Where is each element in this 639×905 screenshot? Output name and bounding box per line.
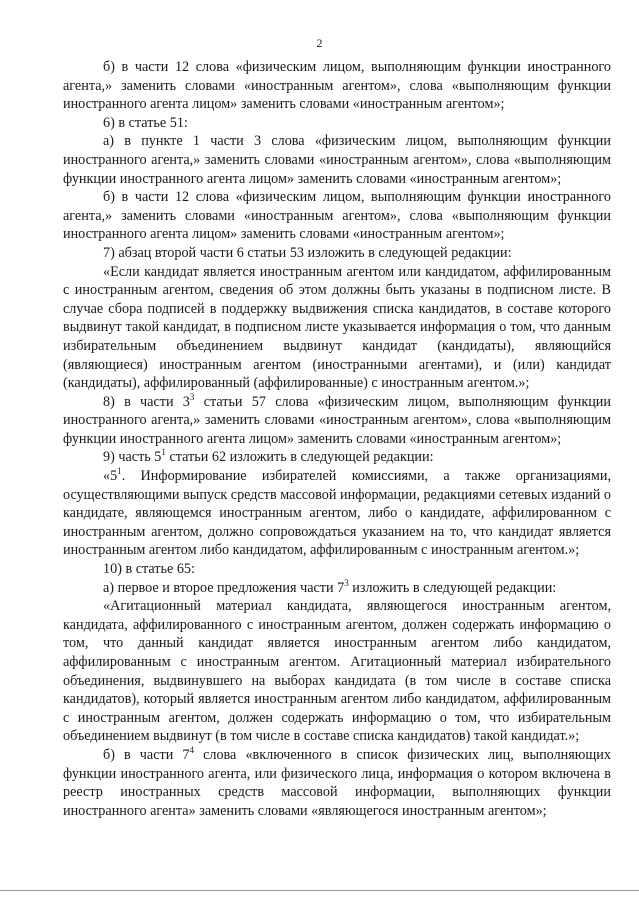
superscript: 3 xyxy=(344,577,349,588)
paragraph: «Агитационный материал кандидата, являющегося иностранным агентом, кандидата, аффилированного с иностранным агентом, должен содержать информацию о том, что данный кандидат является иностранным агентом либо кандидатом, аффилированным с иностранным агентом. Агитационный материал избирательного объединения, выдвинувшего на выборах кандидата (в том числе в составе списка кандидатов), который является иностранным агентом либо кандидатом, аффилированным с иностранным агентом, должен содержать информацию о том, что избирательным объединением выдвинут (в том числе в составе списка кандидатов) такой кандидат.»; xyxy=(63,598,611,745)
text-run: 8) в части 3 xyxy=(103,393,190,410)
paragraph: 10) в статье 65: xyxy=(103,561,195,578)
text-run: «5 xyxy=(103,468,118,485)
document-body xyxy=(63,58,611,820)
superscript: 3 xyxy=(189,391,195,402)
paragraph: б) в части 12 слова «физическим лицом, выполняющим функции иностранного агента,» заменить словами «иностранным агентом», слова «выполняющим функции иностранного агента лицом» заменить словами «иностранным агентом»; xyxy=(63,59,611,113)
paragraph: «Если кандидат является иностранным агентом или кандидатом, аффилированным с иностранным агентом, сведения об этом должны быть указаны в подписном листе. В случае сбора подписей в поддержку выдвижения списка кандидатов, в составе которого выдвинут такой кандидат, в подписном листе указывается информация о том, что данным избирательным объединением выдвинут кандидат (кандидаты), являющийся (являющиеся) иностранным агентом (иностранными агентами), и (или) кандидат (кандидаты), аффилированный (аффилированные) с иностранным агентом.»; xyxy=(63,263,611,392)
paragraph: б) в части 12 слова «физическим лицом, выполняющим функции иностранного агента,» заменить словами «иностранным агентом», слова «выполняющим функции иностранного агента лицом» заменить словами «иностранным агентом»; xyxy=(63,189,611,243)
paragraph xyxy=(63,579,611,598)
page-number: 2 xyxy=(316,36,323,50)
text-run: . Информирование избирателей комиссиями, а также организациями, осуществляющими выпуск средств массовой информации, редакциями сетевых изданий о кандидате, являющемся иностранным агентом, либо о кандидате, аффилированном с иностранным агентом, должно сопровождаться указанием на то, что кандидат является иностранным агентом либо кандидатом, аффилированным с иностранным агентом.»; xyxy=(63,468,611,559)
text-run: б) в части 7 xyxy=(103,746,190,763)
text-run: 9) часть 5 xyxy=(103,449,162,466)
text-run: статьи 62 изложить в следующей редакции: xyxy=(165,449,434,466)
paragraph xyxy=(63,393,611,449)
paragraph: 6) в статье 51: xyxy=(103,114,188,131)
text-run: а) первое и второе предложения части 7 xyxy=(103,579,345,596)
paragraph: а) в пункте 1 части 3 слова «физическим лицом, выполняющим функции иностранного агента,» заменить словами «иностранным агентом», слова «выполняющим функции иностранного агента лицом» заменить словами «иностранным агентом»; xyxy=(63,133,611,187)
text-run: статьи 57 слова «физическим лицом, выполняющим функции иностранного агента,» заменить словами «иностранным агентом», слова «выполняющим функции иностранного агента лицом» заменить словами «иностранным агентом»; xyxy=(63,393,611,447)
text-run: изложить в следующей редакции: xyxy=(348,579,557,596)
paragraph xyxy=(63,448,611,467)
paragraph xyxy=(63,467,611,560)
superscript: 1 xyxy=(117,466,122,477)
paragraph xyxy=(63,746,611,820)
text-run: слова «включенного в список физических лиц, выполняющих функции иностранного агента, или физического лица, информация о котором включена в реестр иностранных средств массовой информации, выполняющих функции иностранного агента» заменить словами «являющегося иностранным агентом»; xyxy=(63,746,611,819)
superscript: 1 xyxy=(161,447,166,458)
paragraph: 7) абзац второй части 6 статьи 53 изложить в следующей редакции: xyxy=(103,244,512,261)
bottom-divider xyxy=(0,890,639,891)
superscript: 4 xyxy=(189,744,194,755)
